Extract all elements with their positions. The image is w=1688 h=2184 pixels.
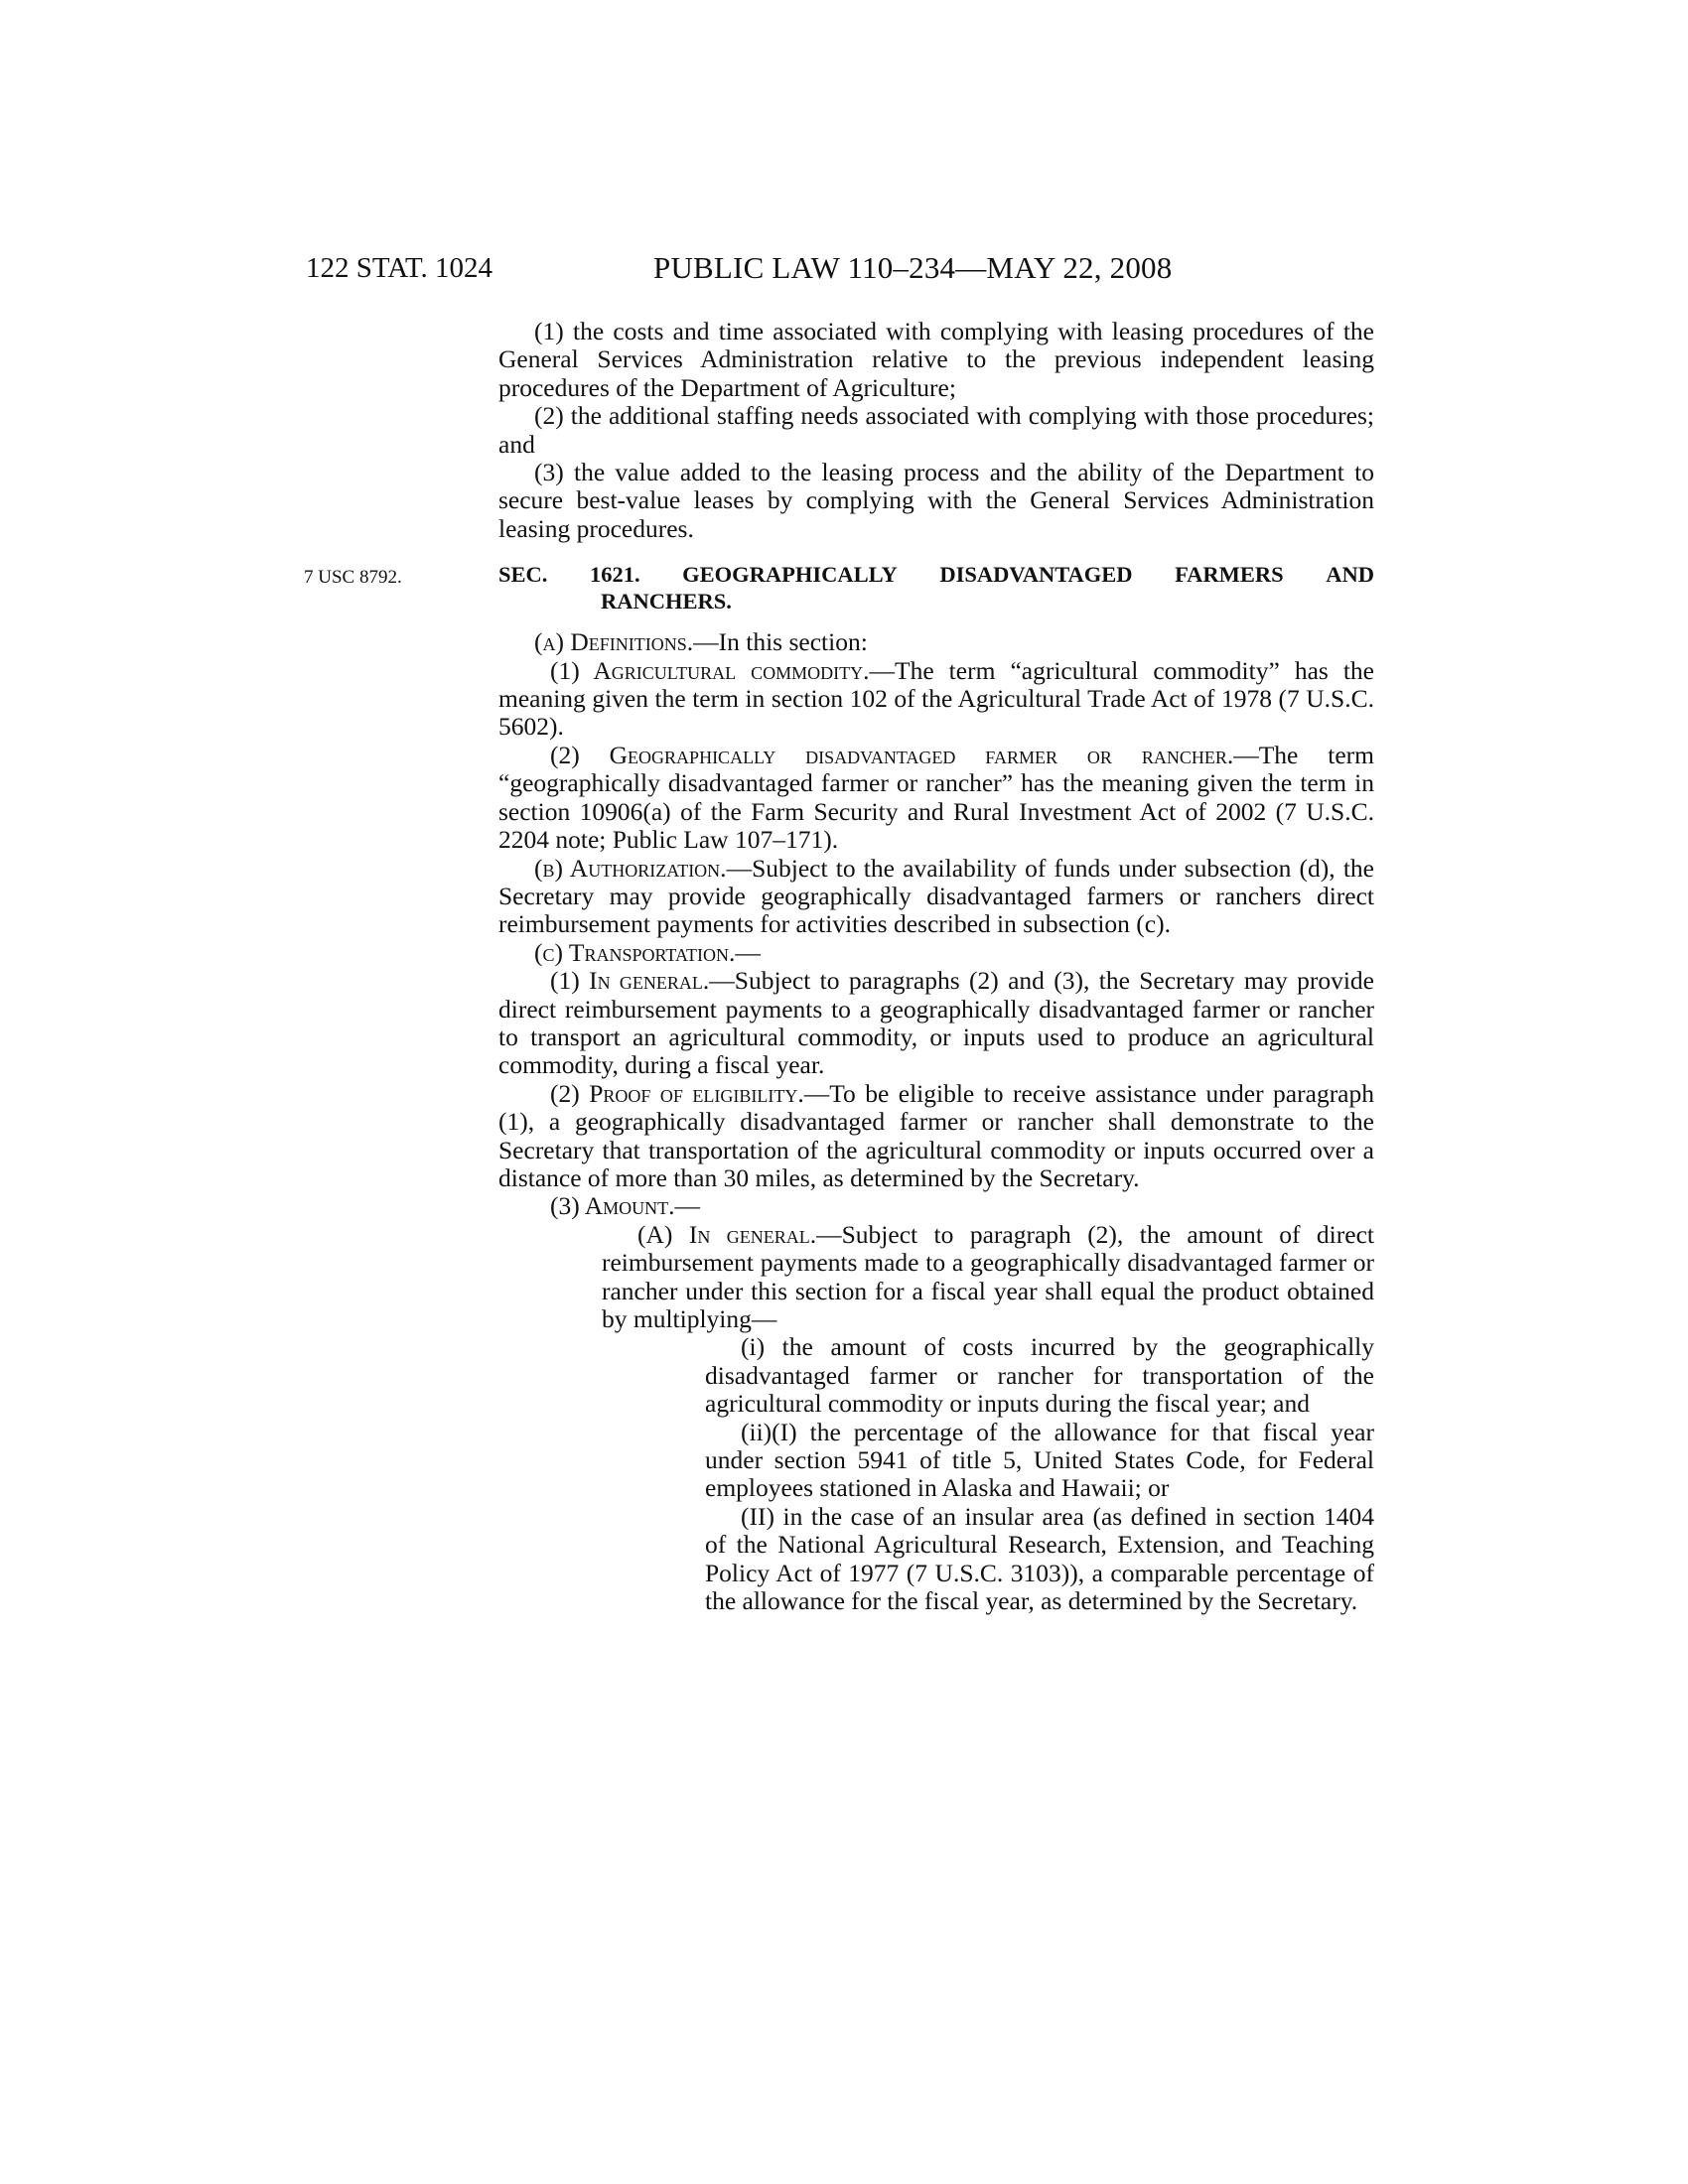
subsection-c-label: (c) Transportation. bbox=[534, 937, 736, 967]
clause-ii-I: (ii)(I) the percentage of the allowance for that fiscal year under section 5941 of title 5, United States Code, for Federal employees stationed in Alaska and Hawaii; or bbox=[705, 1417, 1374, 1503]
subparagraph-c3A-text: —Subject to paragraph (2), the amount of direct reimbursement payments made to a geographically disadvantaged farmer or rancher under this section for a fiscal year shall equal the product obtained by multiplying— bbox=[602, 1219, 1374, 1333]
paragraph-c1-text: —Subject to paragraphs (2) and (3), the Secretary may provide direct reimbursement payments to a geographically disadvantaged farmer or rancher to transport an agricultural commodity, or inputs used to produce an agricultural commodity, during a fiscal year. bbox=[498, 966, 1374, 1080]
paragraph-c1 bbox=[498, 967, 1374, 1080]
section-label: SEC. bbox=[498, 562, 548, 588]
subparagraph-c3A-label: (A) In general. bbox=[637, 1219, 817, 1249]
section-heading-continued: RANCHERS. bbox=[601, 589, 732, 614]
clause-ii-II: (II) in the case of an insular area (as defined in section 1404 of the National Agricultural Research, Extension, and Teaching Policy Act of 1977 (7 U.S.C. 3103)), a comparable percentage of the allowance for the fiscal year, as determined by the Secretary. bbox=[705, 1501, 1374, 1616]
subsection-b-text: —Subject to the availability of funds under subsection (d), the Secretary may provide geographically disadvantaged farmers or ranchers direct reimbursement payments for activities described in subsection (c). bbox=[498, 853, 1374, 939]
paragraph-c1-label: (1) In general. bbox=[550, 966, 710, 996]
subsection-c-text: — bbox=[735, 937, 761, 967]
paragraph-c2-text: —To be eligible to receive assistance under paragraph (1), a geographically disadvantaged farmer or rancher shall demonstrate to the Secretary that transportation of the agricultural commodity or inputs occurred over a distance of more than 30 miles, as determined by the Secretary. bbox=[498, 1078, 1375, 1192]
heading-word-3: FARMERS bbox=[1175, 562, 1284, 588]
definition-2-label: (2) Geographically disadvantaged farmer or rancher. bbox=[550, 740, 1234, 769]
heading-word-2: DISADVANTAGED bbox=[939, 562, 1133, 588]
definition-2 bbox=[498, 742, 1374, 855]
paragraph-c2-label: (2) Proof of eligibility. bbox=[550, 1078, 804, 1108]
section-heading-line bbox=[498, 561, 1374, 588]
subsection-c bbox=[498, 939, 1374, 967]
paragraph-c3-text: — bbox=[674, 1191, 700, 1221]
subsection-b-label: (b) Authorization. bbox=[534, 853, 727, 883]
intro-item-3: (3) the value added to the leasing process and the ability of the Department to secure best-value leases by complying with the General Services Administration leasing procedures. bbox=[498, 458, 1374, 543]
running-header-title: PUBLIC LAW 110–234—MAY 22, 2008 bbox=[653, 250, 1173, 285]
section-heading bbox=[304, 561, 1374, 614]
intro-item-2: (2) the additional staffing needs associated with complying with those procedures; and bbox=[498, 401, 1374, 459]
statute-page-reference: 122 STAT. 1024 bbox=[306, 252, 493, 284]
clause-i: (i) the amount of costs incurred by the geographically disadvantaged farmer or rancher for transportation of the agricultural commodity or inputs during the fiscal year; and bbox=[705, 1332, 1374, 1419]
section-number: 1621. bbox=[589, 562, 640, 588]
subsection-a bbox=[498, 628, 1374, 656]
subsection-b bbox=[498, 855, 1374, 939]
heading-word-1: GEOGRAPHICALLY bbox=[682, 562, 898, 588]
usc-margin-note: 7 USC 8792. bbox=[304, 567, 402, 589]
definition-2-text: —The term “geographically disadvantaged farmer or rancher” has the meaning given the term in section 10906(a) of the Farm Security and Rural Investment Act of 2002 (7 U.S.C. 2204 note; Public Law 107–171). bbox=[498, 740, 1374, 855]
subsection-a-label: (a) Definitions. bbox=[534, 627, 694, 657]
document-body bbox=[304, 317, 1375, 1616]
definition-1-label: (1) Agricultural commodity. bbox=[550, 655, 870, 685]
paragraph-c2 bbox=[498, 1080, 1374, 1193]
definition-1-text: —The term “agricultural commodity” has the meaning given the term in section 102 of the Agricultural Trade Act of 1978 (7 U.S.C. 5602). bbox=[498, 655, 1374, 742]
paragraph-c3 bbox=[498, 1192, 1374, 1220]
subsection-a-text: —In this section: bbox=[693, 627, 868, 657]
paragraph-c3-label: (3) Amount. bbox=[550, 1191, 675, 1221]
definition-1 bbox=[498, 657, 1374, 742]
intro-item-1: (1) the costs and time associated with complying with leasing procedures of the General Services Administration relative to the previous independent leasing procedures of the Department of Agriculture; bbox=[498, 317, 1374, 402]
heading-word-4: AND bbox=[1326, 562, 1374, 588]
subparagraph-c3A bbox=[602, 1221, 1374, 1334]
